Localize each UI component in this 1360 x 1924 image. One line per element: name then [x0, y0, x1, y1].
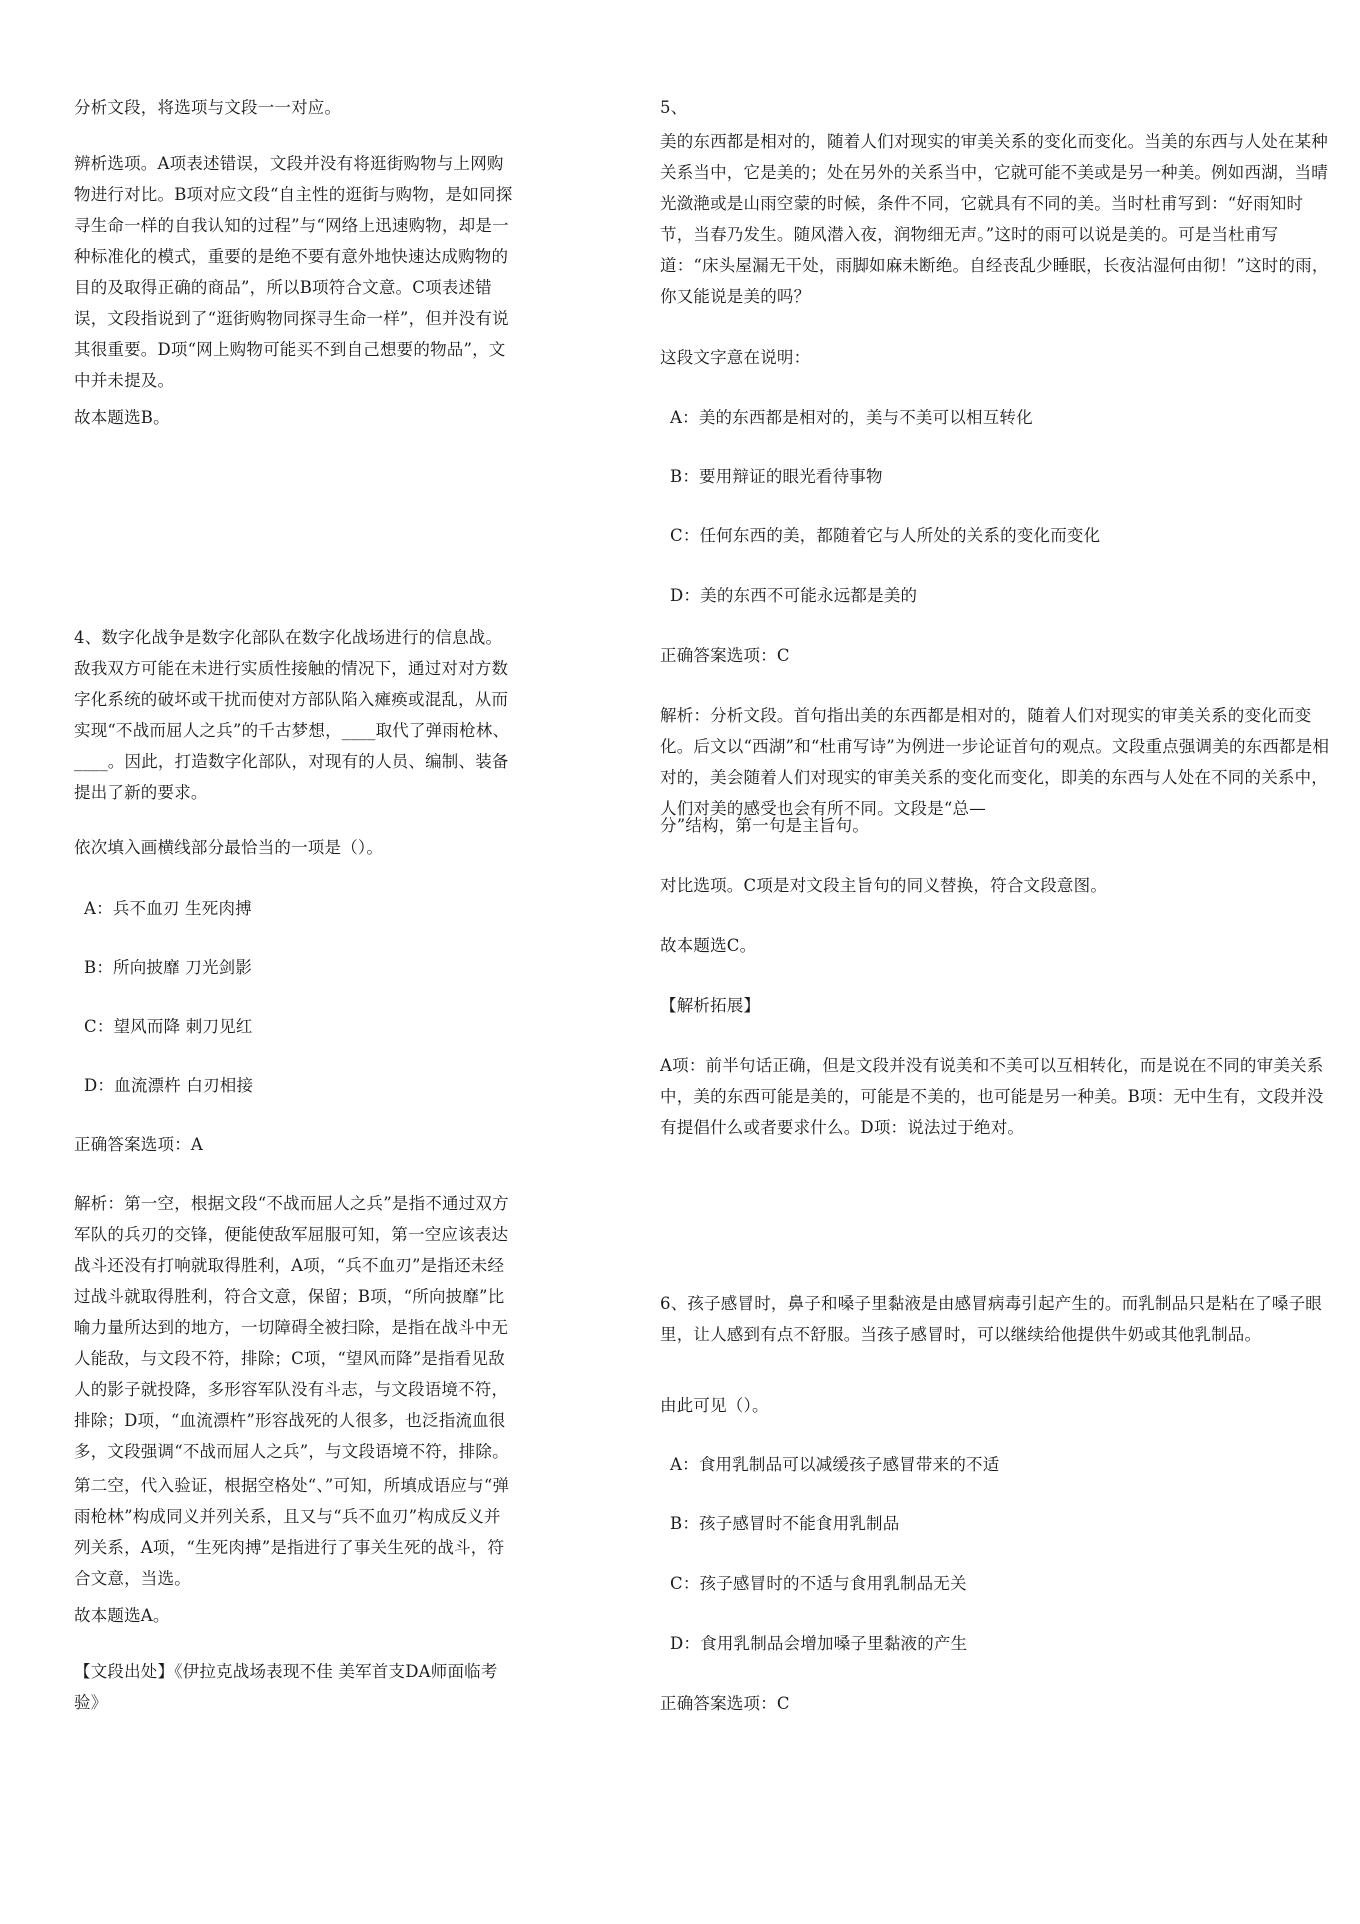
- q5-option-a: A：美的东西都是相对的，美与不美可以相互转化: [670, 408, 1033, 427]
- q6-prompt: 由此可见（）。: [660, 1396, 769, 1415]
- q5-option-d: D：美的东西不可能永远都是美的: [670, 586, 918, 605]
- q5-option-b: B：要用辩证的眼光看待事物: [670, 467, 883, 486]
- q6-answer: 正确答案选项：C: [660, 1694, 790, 1713]
- q6-stem: 6、孩子感冒时，鼻子和嗓子里黏液是由感冒病毒引起产生的。而乳制品只是粘在了嗓子眼里，让人感到有点不舒服。当孩子感冒时，可以继续给他提供牛奶或其他乳制品。: [660, 1294, 1322, 1344]
- q6-option-c: C：孩子感冒时的不适与食用乳制品无关: [670, 1574, 967, 1593]
- q5-option-c: C：任何东西的美，都随着它与人所处的关系的变化而变化: [670, 526, 1101, 545]
- q5-conclusion: 故本题选C。: [660, 936, 757, 955]
- q4-option-a: A：兵不血刃 生死肉搏: [84, 899, 252, 918]
- q5-number: 5、: [660, 98, 688, 117]
- q4-option-d: D：血流漂杵 白刃相接: [84, 1076, 254, 1095]
- q4-analysis-1: 解析：第一空，根据文段“不战而屈人之兵”是指不通过双方军队的兵刃的交锋，便能使敌军屈服可知，第一空应该表达战斗还没有打响就取得胜利，A项，“兵不血刃”是指还未经过战斗就取得胜利，符合文意，保留；B项，“所向披靡”比喻力量所达到的地方，一切障碍全被扫除，是指在战斗中无人能敌，与文段不符，排除；C项，“望风而降”是指看见敌人的影子就投降，多形容军队没有斗志，与文段语境不符，排除；D项，“血流漂杵”形容战死的人很多，也泛指流血很多，文段强调“不战而屈人之兵”，与文段语境不符，排除。: [74, 1194, 509, 1461]
- q4-source: 【文段出处】《伊拉克战场表现不佳 美军首支DA师面临考验》: [74, 1662, 498, 1712]
- q4-prompt: 依次填入画横线部分最恰当的一项是（）。: [74, 838, 384, 857]
- q4-analysis-2: 第二空，代入验证，根据空格处“、”可知，所填成语应与“弹雨枪林”构成同义并列关系，且又与“兵不血刃”构成反义并列关系，A项，“生死肉搏”是指进行了事关生死的战斗，符合文意，当选。: [74, 1476, 510, 1588]
- q6-option-d: D：食用乳制品会增加嗓子里黏液的产生: [670, 1634, 968, 1653]
- q5-stem: 美的东西都是相对的，随着人们对现实的审美关系的变化而变化。当美的东西与人处在某种关系当中，它是美的；处在另外的关系当中，它就可能不美或是另一种美。例如西湖，当晴光潋滟或是山雨空蒙的时候，条件不同，它就具有不同的美。当时杜甫写到：“好雨知时节，当春乃发生。随风潜入夜，润物细无声。”这时的雨可以说是美的。可是当杜甫写道：“床头屋漏无干处，雨脚如麻未断绝。自经丧乱少睡眠，长夜沾湿何由彻！”这时的雨，你又能说是美的吗？: [660, 132, 1329, 306]
- q5-answer: 正确答案选项：C: [660, 646, 790, 665]
- q4-stem: 4、数字化战争是数字化部队在数字化战场进行的信息战。敌我双方可能在未进行实质性接触的情况下，通过对对方数字化系统的破坏或干扰而使对方部队陷入瘫痪或混乱，从而实现“不战而屈人之兵”的千古梦想，____取代了弹雨枪林、____。因此，打造数字化部队，对现有的人员、编制、装备提出了新的要求。: [74, 628, 510, 802]
- q5-extension-title: 【解析拓展】: [660, 996, 761, 1015]
- q5-analysis-1: 解析：分析文段。首句指出美的东西都是相对的，随着人们对现实的审美关系的变化而变化。后文以“西湖”和“杜甫写诗”为例进一步论证首句的观点。文段重点强调美的东西都是相对的，美会随着人们对现实的审美关系的变化而变化，即美的东西与人处在不同的关系中，人们对美的感受也会有所不同。文段是“总—: [660, 706, 1330, 818]
- q6-option-a: A：食用乳制品可以减缓孩子感冒带来的不适: [670, 1455, 1000, 1474]
- q3-analysis: 分析文段，将选项与文段一一对应。: [74, 98, 342, 117]
- q5-extension-body: A项：前半句话正确，但是文段并没有说美和不美可以互相转化，而是说在不同的审美关系中，美的东西可能是美的，可能是不美的，也可能是另一种美。B项：无中生有，文段并没有提倡什么或者要求什么。D项：说法过于绝对。: [660, 1056, 1324, 1137]
- q4-conclusion: 故本题选A。: [74, 1606, 170, 1625]
- q5-analysis-1b: 分”结构，第一句是主旨句。: [660, 816, 870, 835]
- q3-conclusion: 故本题选B。: [74, 408, 170, 427]
- q5-analysis-2: 对比选项。C项是对文段主旨句的同义替换，符合文段意图。: [660, 876, 1108, 895]
- q3-discrimination: 辨析选项。A项表述错误，文段并没有将逛街购物与上网购物进行对比。B项对应文段“自主性的逛街与购物，是如同探寻生命一样的自我认知的过程”与“网络上迅速购物，却是一种标准化的模式，重要的是绝不要有意外地快速达成购物的目的及取得正确的商品”，所以B项符合文意。C项表述错误，文段指说到了“逛街购物同探寻生命一样”，但并没有说其很重要。D项“网上购物可能买不到自己想要的物品”，文中并未提及。: [74, 154, 513, 390]
- q6-option-b: B：孩子感冒时不能食用乳制品: [670, 1514, 900, 1533]
- q4-option-c: C：望风而降 刺刀见红: [84, 1017, 253, 1036]
- q4-answer: 正确答案选项：A: [74, 1135, 204, 1154]
- q4-option-b: B：所向披靡 刀光剑影: [84, 958, 253, 977]
- q5-prompt: 这段文字意在说明：: [660, 348, 811, 367]
